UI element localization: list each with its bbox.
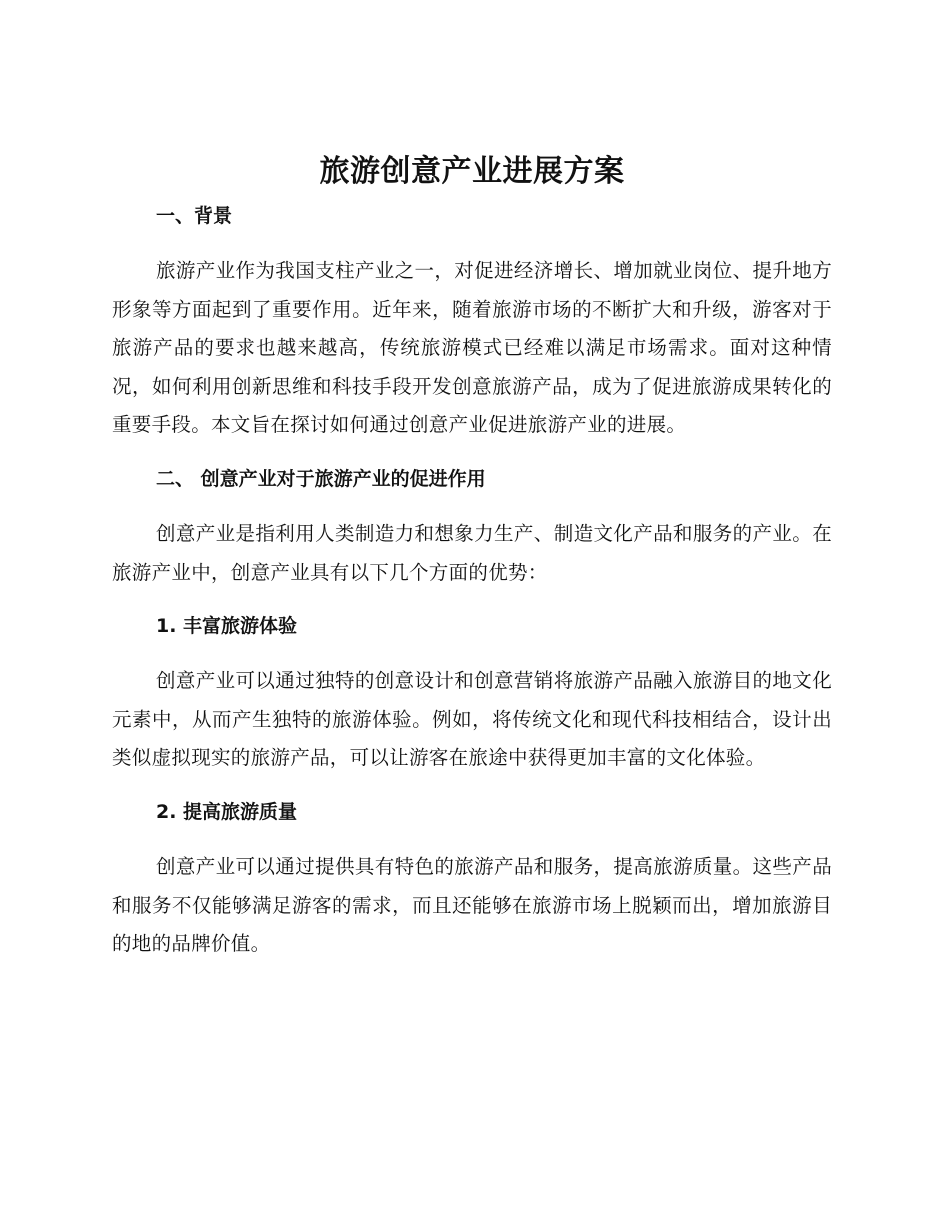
section-heading-quality: 2. 提高旅游质量 bbox=[156, 800, 298, 823]
section-paragraph-background: 旅游产业作为我国支柱产业之一，对促进经济增长、增加就业岗位、提升地方形象等方面起到了重要作用。近年来，随着旅游市场的不断扩大和升级，游客对于旅游产品的要求也越来越高，传统旅游模式已经难以满足市场需求。面对这种情况，如何利用创新思维和科技手段开发创意旅游产品，成为了促进旅游成果转化的重要手段。本文旨在探讨如何通过创意产业促进旅游产业的进展。 bbox=[112, 259, 832, 437]
section-paragraph-promotion: 创意产业是指利用人类制造力和想象力生产、制造文化产品和服务的产业。在旅游产业中，创意产业具有以下几个方面的优势： bbox=[112, 521, 832, 584]
document-title: 旅游创意产业进展方案 bbox=[319, 154, 625, 189]
section-paragraph-quality: 创意产业可以通过提供具有特色的旅游产品和服务，提高旅游质量。这些产品和服务不仅能够满足游客的需求，而且还能够在旅游市场上脱颖而出，增加旅游目的地的品牌价值。 bbox=[112, 854, 832, 956]
section-heading-background: 一、背景 bbox=[156, 205, 233, 227]
document-page bbox=[112, 150, 832, 984]
section-paragraph-experience: 创意产业可以通过独特的创意设计和创意营销将旅游产品融入旅游目的地文化元素中，从而产生独特的旅游体验。例如，将传统文化和现代科技相结合，设计出类似虚拟现实的旅游产品，可以让游客在旅途中获得更加丰富的文化体验。 bbox=[112, 669, 832, 770]
section-heading-promotion: 二、 创意产业对于旅游产业的促进作用 bbox=[156, 467, 486, 490]
section-heading-experience: 1. 丰富旅游体验 bbox=[156, 615, 298, 638]
